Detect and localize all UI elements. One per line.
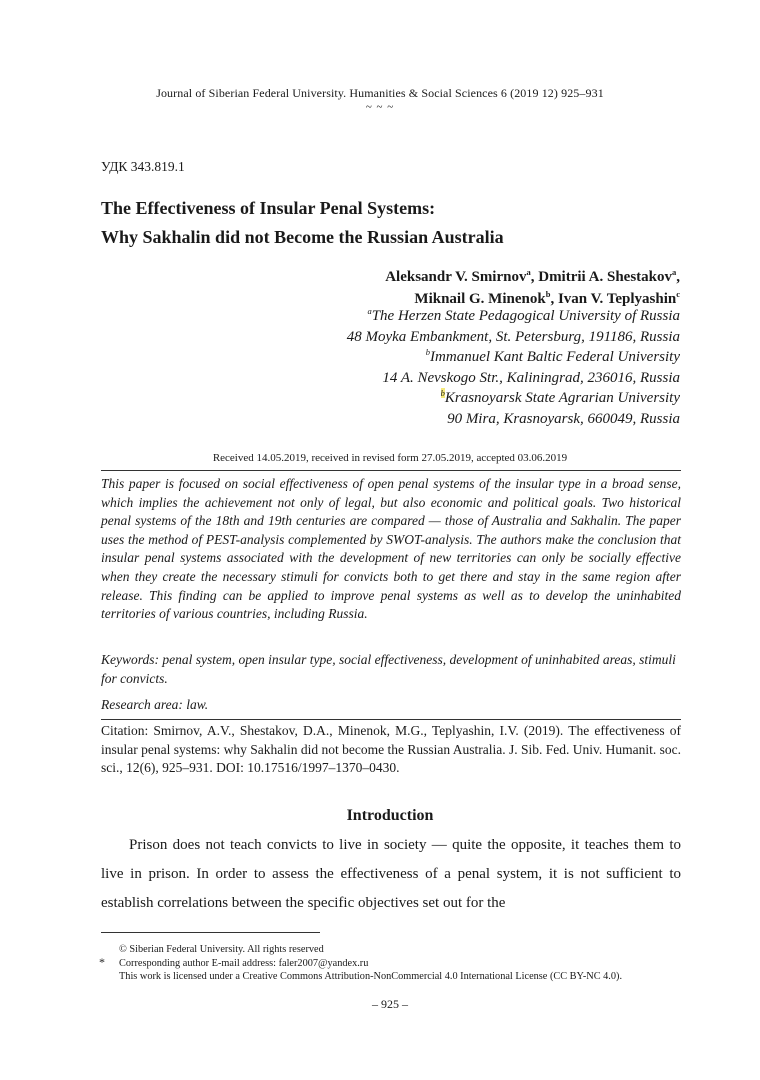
author-affil-mark: a	[672, 267, 677, 277]
author-name: Ivan V. Teplyashin	[557, 291, 677, 307]
footnote-rule	[101, 932, 320, 933]
keywords: Keywords: penal system, open insular type, social effectiveness, development of uninhabited areas, stimuli for convicts.	[101, 652, 676, 686]
research-area: Research area: law.	[101, 697, 209, 712]
copyright-note: © Siberian Federal University. All rights reserved	[119, 944, 324, 955]
udk-code: УДК 343.819.1	[101, 159, 185, 174]
author-line-1	[385, 266, 680, 288]
author-separator: ,	[530, 269, 539, 285]
affiliation-name: $^b$Immanuel Kant Baltic Federal University	[425, 347, 680, 365]
title-line-1: The Effectiveness of Insular Penal Systems:	[101, 198, 436, 218]
author-list	[385, 266, 680, 310]
title-line-2: Why Sakhalin did not Become the Russian Australia	[101, 227, 504, 247]
affiliation-mark: b	[425, 347, 431, 357]
citation: Citation: Smirnov, A.V., Shestakov, D.A., Minenok, M.G., Teplyashin, I.V. (2019). The effectiveness of insular penal systems: why Sakhalin did not become the Russian Australia. J. Sib. Fed. Univ. Humanit. soc. sci., 12(6), 925–931. DOI: 10.17516/1997–1370–0430.	[101, 723, 681, 776]
paper-title	[101, 194, 691, 252]
author-separator: ,	[550, 291, 558, 307]
citation-top-rule	[101, 719, 681, 720]
footnote-star: *	[99, 955, 105, 969]
author-name: Aleksandr V. Smirnov	[385, 269, 527, 285]
author-affil-mark: b	[545, 289, 551, 299]
affiliation-list	[347, 306, 680, 429]
received-dates: Received 14.05.2019, received in revised form 27.05.2019, accepted 03.06.2019	[212, 452, 568, 464]
author-affil-mark: a	[526, 267, 531, 277]
author-name: Miknail G. Minenok	[414, 291, 546, 307]
body-paragraph: Prison does not teach convicts to live in society — quite the opposite, it teaches them to live in prison. In order to assess the effectiveness of a penal system, it is not sufficient to establish correlations between the specific objectives set out for the	[101, 837, 681, 911]
page-number: – 925 –	[372, 997, 408, 1011]
corresponding-author: Corresponding author E-mail address: faler2007@yandex.ru	[119, 957, 369, 969]
abstract-top-rule	[101, 470, 681, 471]
affiliation-mark: a	[367, 306, 372, 316]
affiliation-name: $^b$Krasnoyarsk State Agrarian University	[440, 388, 680, 406]
section-heading: Introduction	[346, 807, 434, 824]
license-note: This work is licensed under a Creative Commons Attribution-NonCommercial 4.0 International License (CC BY-NC 4.0).	[119, 971, 623, 983]
footnotes	[99, 943, 689, 984]
affiliation-mark-highlighted: b	[440, 388, 445, 398]
header-ornament: ~ ~ ~	[365, 101, 395, 113]
author-name: Dmitrii A. Shestakov	[538, 269, 672, 285]
affiliation-name: $^a$The Herzen State Pedagogical University of Russia	[367, 306, 680, 324]
author-separator: ,	[676, 269, 680, 285]
abstract: This paper is focused on social effectiveness of open penal systems of the insular type in a broad sense, which implies the achievement not only of legal, but also economic and political goals. Two historical penal systems of the 18th and 19th centuries are compared — those of Australia and Sakhalin. The paper uses the method of PEST-analysis complemented by SWOT-analysis. The authors make the conclusion that insular penal systems associated with the development of new territories can only be socially effective when they create the necessary stimuli for convicts both to get there and stay in the same region after release. This finding can be applied to improve penal systems as well as to develop the uninhabited territories of various countries, including Russia.	[101, 476, 681, 622]
affiliation-address: 90 Mira, Krasnoyarsk, 660049, Russia	[447, 410, 680, 427]
affiliation-address: 48 Moyka Embankment, St. Petersburg, 191186, Russia	[346, 328, 680, 345]
author-affil-mark: c	[676, 289, 680, 299]
affiliation-address: 14 A. Nevskogo Str., Kaliningrad, 236016, Russia	[382, 369, 680, 386]
journal-header: Journal of Siberian Federal University. Humanities & Social Sciences 6 (2019 12) 925–931	[156, 86, 604, 100]
